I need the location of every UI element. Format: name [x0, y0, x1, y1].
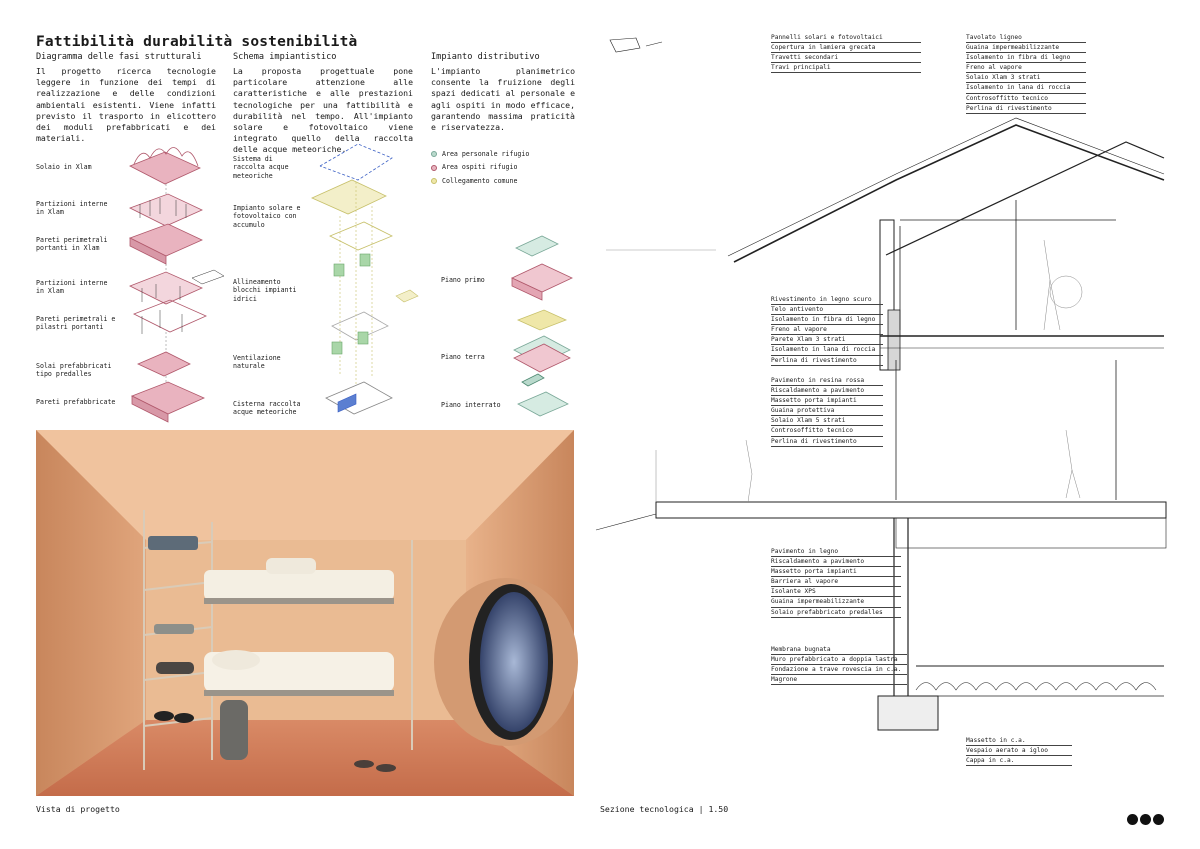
- annotation-line: Riscaldamento a pavimento: [771, 557, 901, 567]
- annotation-line: Pavimento in legno: [771, 547, 901, 557]
- annotation-line: Solaio Xlam 3 strati: [966, 73, 1086, 83]
- structural-phases-diagram: [120, 138, 230, 428]
- annotation-line: Cappa in c.a.: [966, 756, 1072, 766]
- annotation-line: Solaio Xlam 5 strati: [771, 416, 883, 426]
- annotation-line: Travi principali: [771, 63, 921, 73]
- legend-swatch: [431, 151, 437, 157]
- structural-label: Solai prefabbricati tipo predalles: [36, 362, 112, 379]
- annotation-line: Isolamento in fibra di legno: [771, 315, 883, 325]
- plant-label: Ventilazione naturale: [233, 354, 281, 371]
- annotation-line: Perlina di rivestimento: [966, 104, 1086, 114]
- legend-swatch: [431, 178, 437, 184]
- annotation-floor-ground: [771, 547, 901, 618]
- annotation-line: Guaina protettiva: [771, 406, 883, 416]
- annotation-line: Massetto porta impianti: [771, 396, 883, 406]
- annotation-line: Riscaldamento a pavimento: [771, 386, 883, 396]
- legend-label: Area personale rifugio: [442, 150, 530, 158]
- annotation-roof-right: [966, 33, 1086, 114]
- annotation-line: Perlina di rivestimento: [771, 356, 883, 366]
- annotation-line: Freno al vapore: [771, 325, 883, 335]
- structural-label: Solaio in Xlam: [36, 163, 92, 171]
- structural-label: Pareti perimetrali e pilastri portanti: [36, 315, 116, 332]
- annotation-foundation: [771, 645, 907, 685]
- annotation-line: Vespaio aerato a igloo: [966, 746, 1072, 756]
- annotation-line: Copertura in lamiera grecata: [771, 43, 921, 53]
- page-dot-icon: [1140, 814, 1151, 825]
- annotation-line: Massetto porta impianti: [771, 567, 901, 577]
- column-text-structural: Il progetto ricerca tecnologie leggere in funzione dei tempi di realizzazione e delle condizioni ambientali esistenti. Viene infatti previsto il trasporto in elicottero dei moduli prefabbricati e dei materiali.: [36, 66, 216, 144]
- structural-label: Partizioni interne in Xlam: [36, 279, 108, 296]
- structural-label: Pareti prefabbricate: [36, 398, 116, 406]
- plant-label: Sistema di raccolta acque meteoriche: [233, 155, 289, 180]
- legend-item: [431, 150, 529, 158]
- page-dot-icon: [1127, 814, 1138, 825]
- legend-item: [431, 177, 529, 185]
- page-title: Fattibilità durabilità sostenibilità: [36, 34, 358, 50]
- annotation-line: Pavimento in resina rossa: [771, 376, 883, 386]
- column-heading-structural: Diagramma delle fasi strutturali: [36, 52, 202, 62]
- annotation-roof-left: [771, 33, 921, 73]
- plant-label: Allineamento blocchi impianti idrici: [233, 278, 297, 303]
- annotation-line: Isolante XPS: [771, 587, 901, 597]
- interior-render: [36, 430, 574, 796]
- legend: [431, 150, 529, 185]
- annotation-line: Tavolato ligneo: [966, 33, 1086, 43]
- annotation-line: Freno al vapore: [966, 63, 1086, 73]
- legend-swatch: [431, 165, 437, 171]
- annotation-line: Isolamento in lana di roccia: [966, 83, 1086, 93]
- floor-label: Piano interrato: [441, 401, 501, 409]
- column-heading-distribution: Impianto distributivo: [431, 52, 540, 62]
- annotation-line: Travetti secondari: [771, 53, 921, 63]
- column-heading-plants: Schema impiantistico: [233, 52, 337, 62]
- floor-label: Piano primo: [441, 276, 485, 284]
- legend-item: [431, 163, 529, 171]
- annotation-line: Controsoffitto tecnico: [966, 94, 1086, 104]
- annotation-line: Massetto in c.a.: [966, 736, 1072, 746]
- legend-label: Collegamento comune: [442, 176, 518, 185]
- annotation-line: Rivestimento in legno scuro: [771, 295, 883, 305]
- annotation-line: Perlina di rivestimento: [771, 437, 883, 447]
- annotation-line: Magrone: [771, 675, 907, 685]
- annotation-line: Controsoffitto tecnico: [771, 426, 883, 436]
- annotation-line: Guaina impermeabilizzante: [771, 597, 901, 607]
- legend-label: Area ospiti rifugio: [442, 163, 518, 172]
- plant-label: Cisterna raccolta acque meteoriche: [233, 400, 301, 417]
- annotation-line: Parete Xlam 3 strati: [771, 335, 883, 345]
- plant-label: Impianto solare e fotovoltaico con accumulo: [233, 204, 301, 229]
- annotation-line: Fondazione a trave rovescia in c.a.: [771, 665, 907, 675]
- page-dot-icon: [1153, 814, 1164, 825]
- structural-label: Partizioni interne in Xlam: [36, 200, 108, 217]
- plant-systems-diagram: [300, 136, 430, 426]
- annotation-line: Muro prefabbricato a doppia lastra: [771, 655, 907, 665]
- annotation-line: Solaio prefabbricato predalles: [771, 608, 901, 618]
- annotation-line: Barriera al vapore: [771, 577, 901, 587]
- column-text-distribution: L'impianto planimetrico consente la fruizione degli spazi dedicati al personale e agli ospiti in modo efficace, garantendo massima praticità e riservatezza.: [431, 66, 575, 133]
- annotation-floor-upper: [771, 376, 883, 447]
- annotation-line: Pannelli solari e fotovoltaici: [771, 33, 921, 43]
- floor-label: Piano terra: [441, 353, 485, 361]
- caption-right: Sezione tecnologica | 1.50: [600, 804, 729, 814]
- annotation-line: Isolamento in fibra di legno: [966, 53, 1086, 63]
- annotation-line: Membrana bugnata: [771, 645, 907, 655]
- annotation-line: Telo antivento: [771, 305, 883, 315]
- annotation-line: Guaina impermeabilizzante: [966, 43, 1086, 53]
- caption-left: Vista di progetto: [36, 804, 120, 814]
- structural-label: Pareti perimetrali portanti in Xlam: [36, 236, 108, 253]
- distribution-diagram: [508, 228, 578, 423]
- annotation-line: Isolamento in lana di roccia: [771, 345, 883, 355]
- annotation-wall: [771, 295, 883, 366]
- annotation-base: [966, 736, 1072, 766]
- column-text-plants: La proposta progettuale pone particolare attenzione alle caratteristiche e alle prestazioni tecnologiche per una fattibilità e durabilità nel tempo. All'impianto solare e fotovoltaico viene integrato quello della raccolta delle acque meteoriche.: [233, 66, 413, 155]
